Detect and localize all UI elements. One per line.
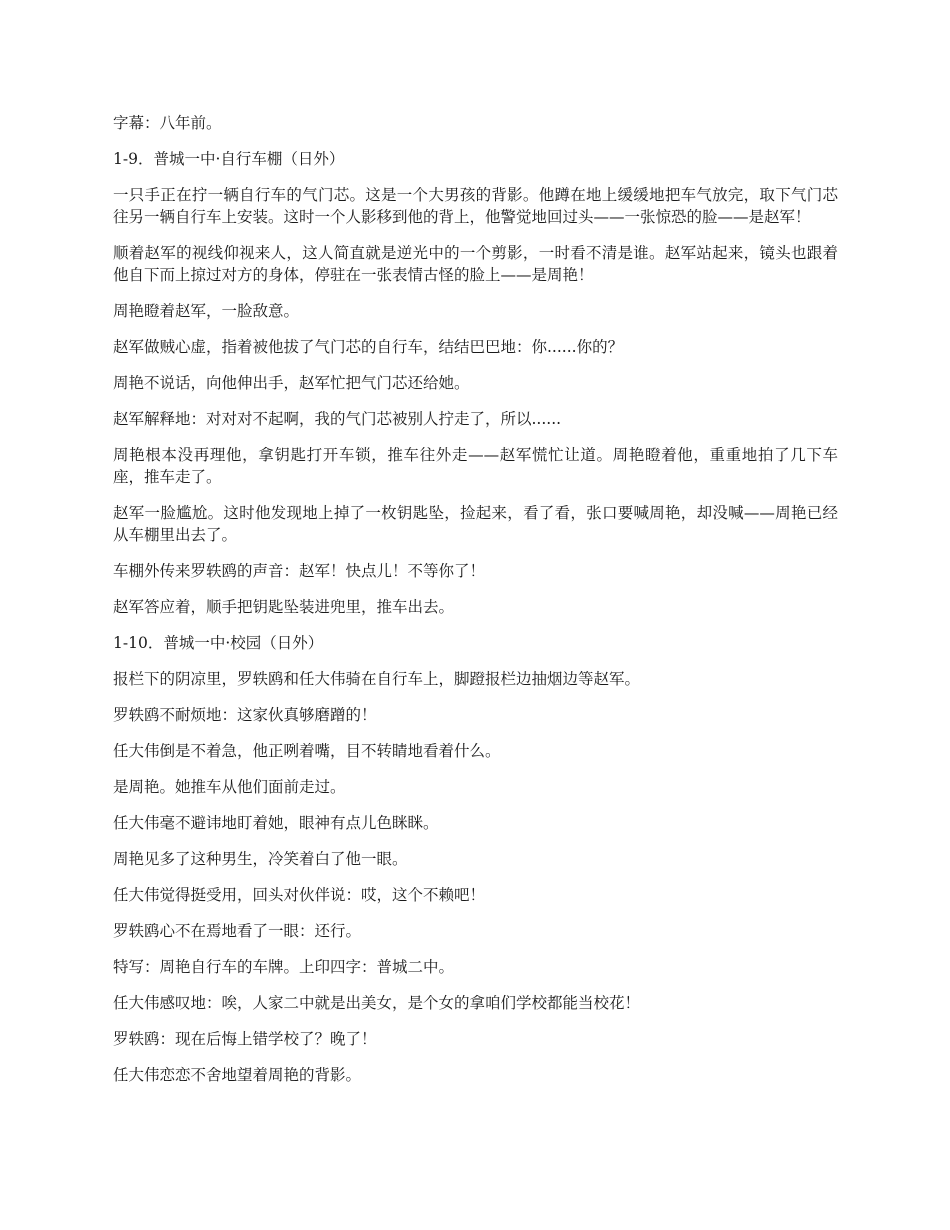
action-paragraph: 顺着赵军的视线仰视来人，这人简直就是逆光中的一个剪影，一时看不清是谁。赵军站起来，镜头也跟着他自下而上掠过对方的身体，停驻在一张表情古怪的脸上——是周艳！ [113, 244, 838, 284]
script-page [113, 112, 838, 1100]
dialogue-paragraph: 赵军做贼心虚，指着被他拔了气门芯的自行车，结结巴巴地：你......你的？ [113, 338, 624, 356]
action-paragraph: 任大伟恋恋不舍地望着周艳的背影。 [113, 1066, 362, 1084]
action-paragraph: 周艳根本没再理他，拿钥匙打开车锁，推车往外走——赵军慌忙让道。周艳瞪着他，重重地拍了几下车座，推车走了。 [113, 446, 838, 486]
dialogue-paragraph: 罗轶鸥：现在后悔上错学校了？晚了！ [113, 1030, 377, 1048]
action-paragraph: 周艳不说话，向他伸出手，赵军忙把气门芯还给她。 [113, 374, 470, 392]
action-paragraph: 报栏下的阴凉里，罗轶鸥和任大伟骑在自行车上，脚蹬报栏边抽烟边等赵军。 [113, 670, 641, 688]
subtitle-line: 字幕：八年前。 [113, 114, 222, 132]
action-paragraph: 赵军一脸尴尬。这时他发现地上掉了一枚钥匙坠，捡起来，看了看，张口要喊周艳，却没喊——周艳已经从车棚里出去了。 [113, 504, 838, 544]
action-paragraph: 一只手正在拧一辆自行车的气门芯。这是一个大男孩的背影。他蹲在地上缓缓地把车气放完，取下气门芯往另一辆自行车上安装。这时一个人影移到他的背上，他警觉地回过头——一张惊恐的脸——是赵军！ [113, 186, 838, 226]
action-paragraph: 任大伟倒是不着急，他正咧着嘴，目不转睛地看着什么。 [113, 742, 501, 760]
scene-heading-1-10: 1-10．普城一中·校园（日外） [113, 634, 324, 652]
dialogue-paragraph: 任大伟感叹地：唉，人家二中就是出美女，是个女的拿咱们学校都能当校花！ [113, 994, 641, 1012]
scene-heading-1-9: 1-9．普城一中·自行车棚（日外） [113, 150, 345, 168]
action-paragraph: 是周艳。她推车从他们面前走过。 [113, 778, 346, 796]
action-paragraph: 赵军答应着，顺手把钥匙坠装进兜里，推车出去。 [113, 598, 455, 616]
action-paragraph: 周艳见多了这种男生，冷笑着白了他一眼。 [113, 850, 408, 868]
dialogue-paragraph: 罗轶鸥心不在焉地看了一眼：还行。 [113, 922, 362, 940]
action-paragraph: 任大伟毫不避讳地盯着她，眼神有点儿色眯眯。 [113, 814, 439, 832]
dialogue-paragraph: 车棚外传来罗轶鸥的声音：赵军！快点儿！不等你了！ [113, 562, 486, 580]
dialogue-paragraph: 罗轶鸥不耐烦地：这家伙真够磨蹭的！ [113, 706, 377, 724]
closeup-paragraph: 特写：周艳自行车的车牌。上印四字：普城二中。 [113, 958, 455, 976]
action-paragraph: 周艳瞪着赵军，一脸敌意。 [113, 302, 300, 320]
dialogue-paragraph: 赵军解释地：对对对不起啊，我的气门芯被别人拧走了，所以...... [113, 410, 562, 428]
dialogue-paragraph: 任大伟觉得挺受用，回头对伙伴说：哎，这个不赖吧！ [113, 886, 486, 904]
